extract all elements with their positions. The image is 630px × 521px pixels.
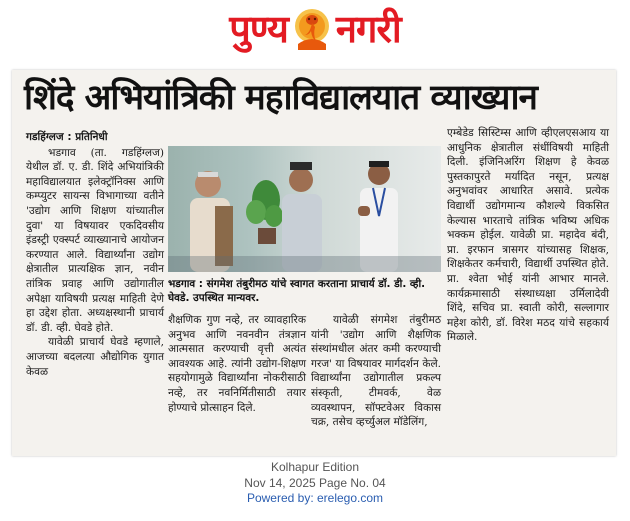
brand-name-left: पुण्य xyxy=(229,7,288,51)
article-column-1 xyxy=(26,130,164,379)
person-guest xyxy=(282,162,322,272)
article-column-3 xyxy=(311,313,441,430)
edition-name: Kolhapur Edition xyxy=(270,460,360,474)
person-faculty xyxy=(358,161,398,272)
article-paragraph: भडगाव (ता. गडहिंग्लज) येथील डॉ. ए. डी. शिंदे अभियांत्रिकी महाविद्यालयात इलेक्ट्रॉनिक्स आणि कम्प्युटर सायन्स विभागाच्या वतीने 'उद्योग आणि शिक्षण यांच्यातील दुवा' या विषयावर एकदिवसीय इंडस्ट्री एक्स्पर्ट व्याख्यानाचे आयोजन करण्यात आले. विद्यार्थ्यांना उद्योग क्षेत्रातील प्रात्यक्षिक ज्ञान, नवीन तांत्रिक प्रवाह आणि उद्योगातील अपेक्षा याविषयी प्रत्यक्ष माहिती देणे हा उद्देश होता. अध्यक्षस्थानी प्राचार्य डॉ. डी. व्ही. घेवडे होते. xyxy=(26,146,164,334)
news-clipping xyxy=(12,70,616,456)
powered-by-link[interactable] xyxy=(0,491,630,507)
page-footer xyxy=(0,460,630,507)
brand-name-right: नगरी xyxy=(335,7,401,51)
edition-date-page: Nov 14, 2025 Page No. 04 xyxy=(244,475,386,490)
masthead xyxy=(0,0,630,62)
event-photo-illustration xyxy=(168,146,441,272)
article-column-4 xyxy=(447,126,609,345)
photo-caption: भडगाव : संगमेश तंबुरीमठ यांचे स्वागत करताना प्राचार्य डॉ. डी. व्ही. घेवडे. उपस्थित मान्यवर. xyxy=(168,278,426,304)
potted-plant xyxy=(246,180,283,244)
article-headline: शिंदे अभियांत्रिकी महाविद्यालयात व्याख्यान xyxy=(24,78,537,118)
article-column-2 xyxy=(168,313,306,415)
article-paragraph: एम्बेडेड सिस्टिम्स आणि व्हीएलएसआय या आधुनिक क्षेत्रातील संधींविषयी माहिती दिली. इंजिनिअरिंग शिक्षण हे केवळ पुस्तकापुरते मर्यादित नसून, प्रत्यक्ष अनुभवांवर आधारित असावे. प्रत्येक विद्यार्थी उद्योगमान्य कौशल्ये विकसित केल्यास भारताचे तांत्रिक भविष्य अधिक भक्कम होईल. यावेळी प्रा. महादेव बंदी, प्रा. इरफान त्रासगर यांच्यासह शिक्षक, शिक्षकेतर कर्मचारी, विद्यार्थी उपस्थित होते. प्रा. श्वेता भोई यांनी आभार मानले. कार्यक्रमासाठी संस्थाध्यक्षा उर्मिलादेवी शिंदे, सचिव प्रा. स्वाती कोरी, सल्लागार महेश कोरी, डॉ. विरेश मठद यांचे सहकार्य मिळाले. xyxy=(447,127,609,344)
ganesha-logo-icon xyxy=(292,6,332,52)
event-photo xyxy=(168,146,441,272)
article-paragraph: शैक्षणिक गुण नव्हे, तर व्यावहारिक अनुभव आणि नवनवीन तंत्रज्ञान आत्मसात करण्याची वृत्ती अत्यंत आवश्यक आहे. त्यांनी उद्योग-शिक्षण सहयोगामुळे विद्यार्थ्यांना नोकरीसाठी नव्हे, तर नवनिर्मितीसाठी तयार होण्याचे प्रोत्साहन दिले. xyxy=(168,314,306,414)
powered-by-text[interactable]: Powered by: erelego.com xyxy=(246,491,384,505)
article-byline: गडहिंग्लज : प्रतिनिधी xyxy=(26,131,108,143)
article-paragraph: यावेळी संगमेश तंबुरीमठ यांनी 'उद्योग आणि शैक्षणिक संस्थांमधील अंतर कमी करण्याची गरज' या विषयावर मार्गदर्शन केले. विद्यार्थ्यांना उद्योगातील प्रकल्प संस्कृती, टीमवर्क, वेळ व्यवस्थापन, सॉफ्टवेअर विकास चक्र, तसेच व्हर्च्युअल मॉडेलिंग, xyxy=(311,314,441,429)
article-paragraph: यावेळी प्राचार्य घेवडे म्हणाले, आजच्या बदलत्या औद्योगिक युगात केवळ xyxy=(26,336,164,378)
